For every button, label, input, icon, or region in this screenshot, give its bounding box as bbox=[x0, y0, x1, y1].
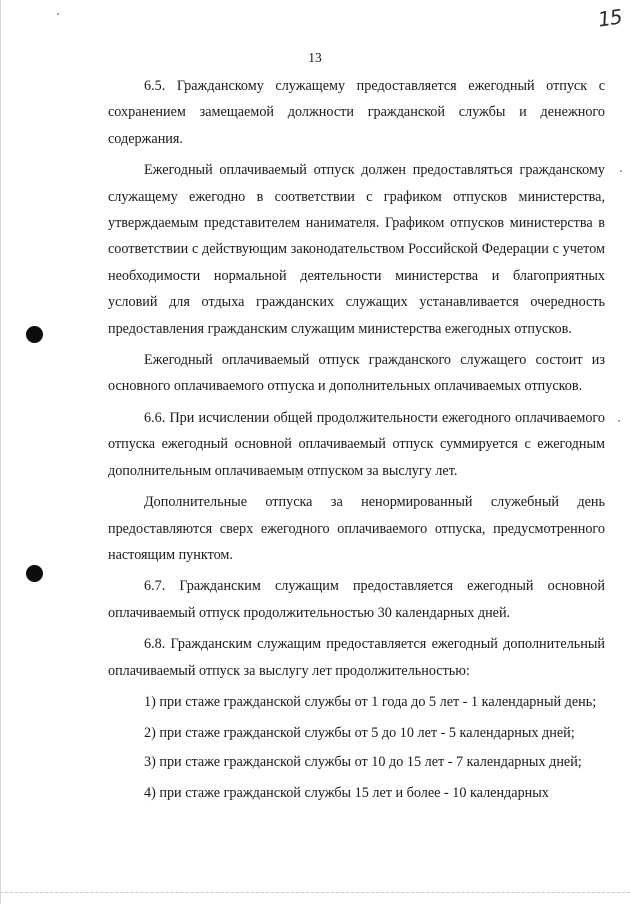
bottom-scan-border bbox=[0, 892, 630, 894]
scan-speck bbox=[618, 420, 620, 422]
paragraph-6-7: 6.7. Гражданским служащим предоставляется ежегодный основной оплачиваемый отпуск продолжительностью 30 календарных дней. bbox=[108, 578, 605, 621]
punch-hole-lower bbox=[26, 565, 43, 582]
punch-hole-upper bbox=[26, 326, 43, 343]
list-item-2: 2) при стаже гражданской службы от 5 до 10 лет - 5 календарных дней; bbox=[144, 725, 575, 742]
list-item-1: 1) при стаже гражданской службы от 1 года до 5 лет - 1 календарный день; bbox=[144, 693, 597, 710]
list-item-4: 4) при стаже гражданской службы 15 лет и более - 10 календарных bbox=[144, 785, 549, 802]
list-item-3: 3) при стаже гражданской службы от 10 до 15 лет - 7 календарных дней; bbox=[144, 753, 582, 770]
page-number: 13 bbox=[308, 50, 322, 65]
scan-edge-left bbox=[0, 0, 1, 904]
paragraph-6-6: 6.6. При исчислении общей продолжительности ежегодного оплачиваемого отпуска ежегодный основной оплачиваемый отпуск суммируется с ежегодным дополнительным оплачиваемым отпуском за выслугу лет. bbox=[108, 409, 605, 479]
scan-speck bbox=[57, 13, 59, 15]
scan-speck bbox=[620, 170, 622, 172]
paragraph-6-5: 6.5. Гражданскому служащему предоставляется ежегодный отпуск с сохранением замещаемой должности гражданской службы и денежного содержания. bbox=[108, 78, 605, 147]
handwritten-page-number: 15 bbox=[596, 4, 624, 32]
paragraph-annual-leave-schedule: Ежегодный оплачиваемый отпуск должен предоставляться гражданскому служащему ежегодно в соответствии с графиком отпусков министерства, утверждаемым представителем нанимателя. Графиком отпусков министерства в соответствии с действующим законодательством Российской Федерации с учетом необходимости нормальной деятельности министерства и благоприятных условий для отдыха гражданских служащих устанавливается очередность предоставления гражданским служащим министерства ежегодных отпусков. bbox=[108, 162, 605, 337]
document-body bbox=[108, 73, 605, 812]
paragraph-leave-composition: Ежегодный оплачиваемый отпуск гражданского служащего состоит из основного оплачиваемого отпуска и дополнительных оплачиваемых отпусков. bbox=[108, 352, 605, 395]
paragraph-6-8: 6.8. Гражданским служащим предоставляется ежегодный дополнительный оплачиваемый отпуск за выслугу лет продолжительностью: bbox=[108, 636, 605, 679]
paragraph-irregular-day-leave: Дополнительные отпуска за ненормированный служебный день предоставляются сверх ежегодного оплачиваемого отпуска, предусмотренного настоящим пунктом. bbox=[108, 494, 605, 563]
